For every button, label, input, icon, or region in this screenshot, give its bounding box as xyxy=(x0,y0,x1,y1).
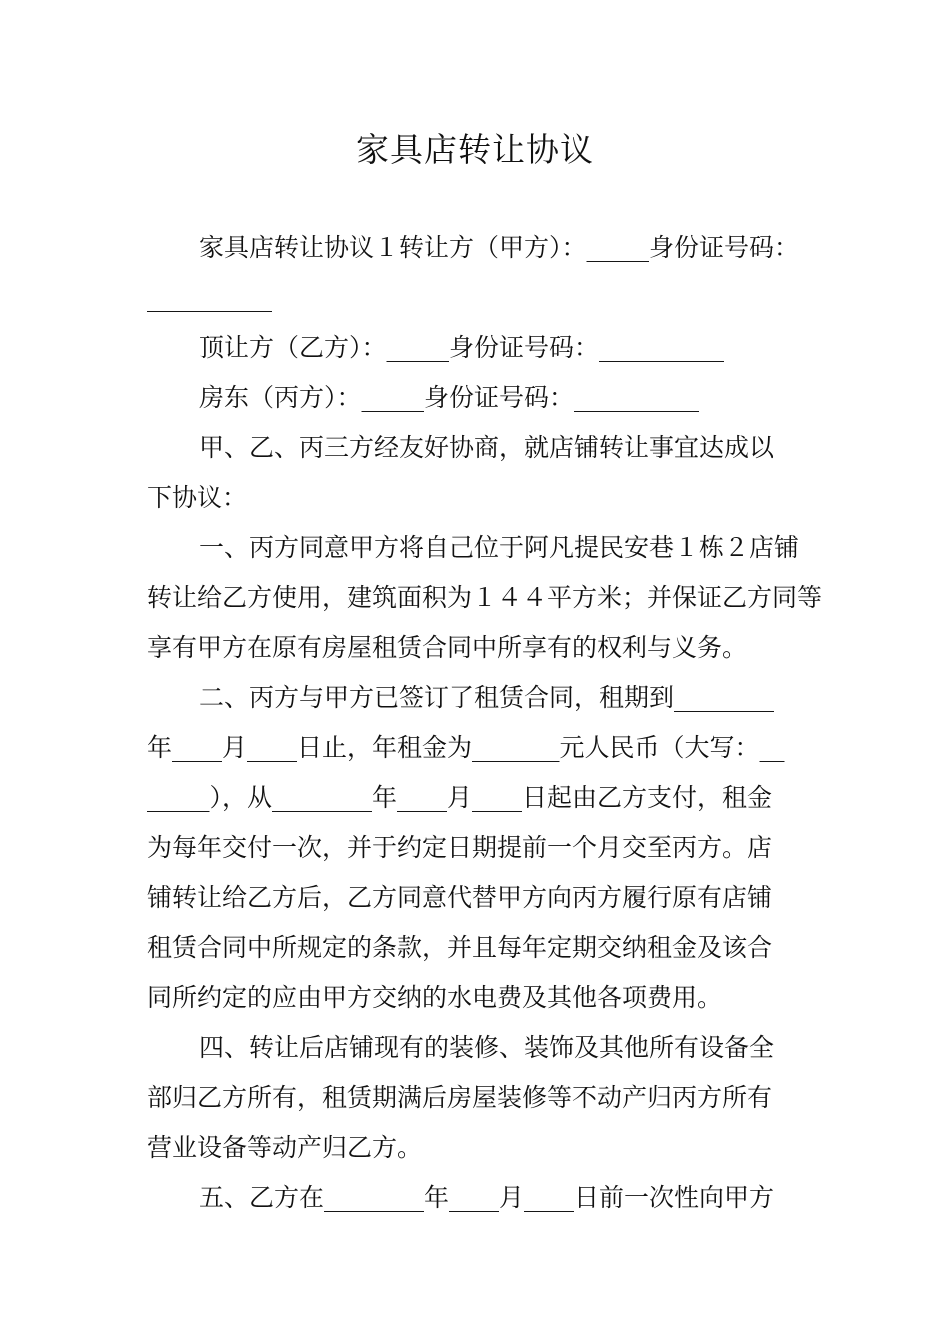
clause-2-line-6: 租赁合同中所规定的条款，并且每年定期交纳租金及该合 xyxy=(147,933,773,962)
clause-4-line-1: 四、转让后店铺现有的装修、装饰及其他所有设备全 xyxy=(199,1033,775,1062)
clause-2-line-5: 铺转让给乙方后，乙方同意代替甲方向丙方履行原有店铺 xyxy=(147,883,773,912)
para-landlord: 房东（丙方）：_____身份证号码：__________ xyxy=(199,383,700,412)
clause-2-line-2: 年____月____日止，年租金为_______元人民币（大写：__ xyxy=(147,733,785,762)
clause-2-line-1: 二、丙方与甲方已签订了租赁合同，租期到________ xyxy=(199,683,775,712)
document-title: 家具店转让协议 xyxy=(356,130,594,169)
para-party-b: 顶让方（乙方）：_____身份证号码：__________ xyxy=(199,333,725,362)
para-intro-line-2: 下协议： xyxy=(147,483,248,512)
clause-2-line-4: 为每年交付一次，并于约定日期提前一个月交至丙方。店 xyxy=(147,833,773,862)
para-intro-line-1: 甲、乙、丙三方经友好协商，就店铺转让事宜达成以 xyxy=(199,433,775,462)
para-parties-line-1: 家具店转让协议１转让方（甲方）：_____身份证号码： xyxy=(199,233,800,262)
clause-4-line-3: 营业设备等动产归乙方。 xyxy=(147,1133,423,1162)
clause-1-line-3: 享有甲方在原有房屋租赁合同中所享有的权利与义务。 xyxy=(147,633,748,662)
clause-1-line-2: 转让给乙方使用，建筑面积为１４４平方米；并保证乙方同等 xyxy=(147,583,823,612)
document-body xyxy=(147,223,823,1223)
clause-4-line-2: 部归乙方所有，租赁期满后房屋装修等不动产归丙方所有 xyxy=(147,1083,773,1112)
clause-2-line-3: _____），从________年____月____日起由乙方支付，租金 xyxy=(147,783,773,812)
clause-2-line-7: 同所约定的应由甲方交纳的水电费及其他各项费用。 xyxy=(147,983,723,1012)
clause-5-line-1: 五、乙方在________年____月____日前一次性向甲方 xyxy=(199,1183,775,1212)
para-parties-line-2: __________ xyxy=(147,283,272,312)
clause-1-line-1: 一、丙方同意甲方将自己位于阿凡提民安巷１栋２店铺 xyxy=(199,533,800,562)
